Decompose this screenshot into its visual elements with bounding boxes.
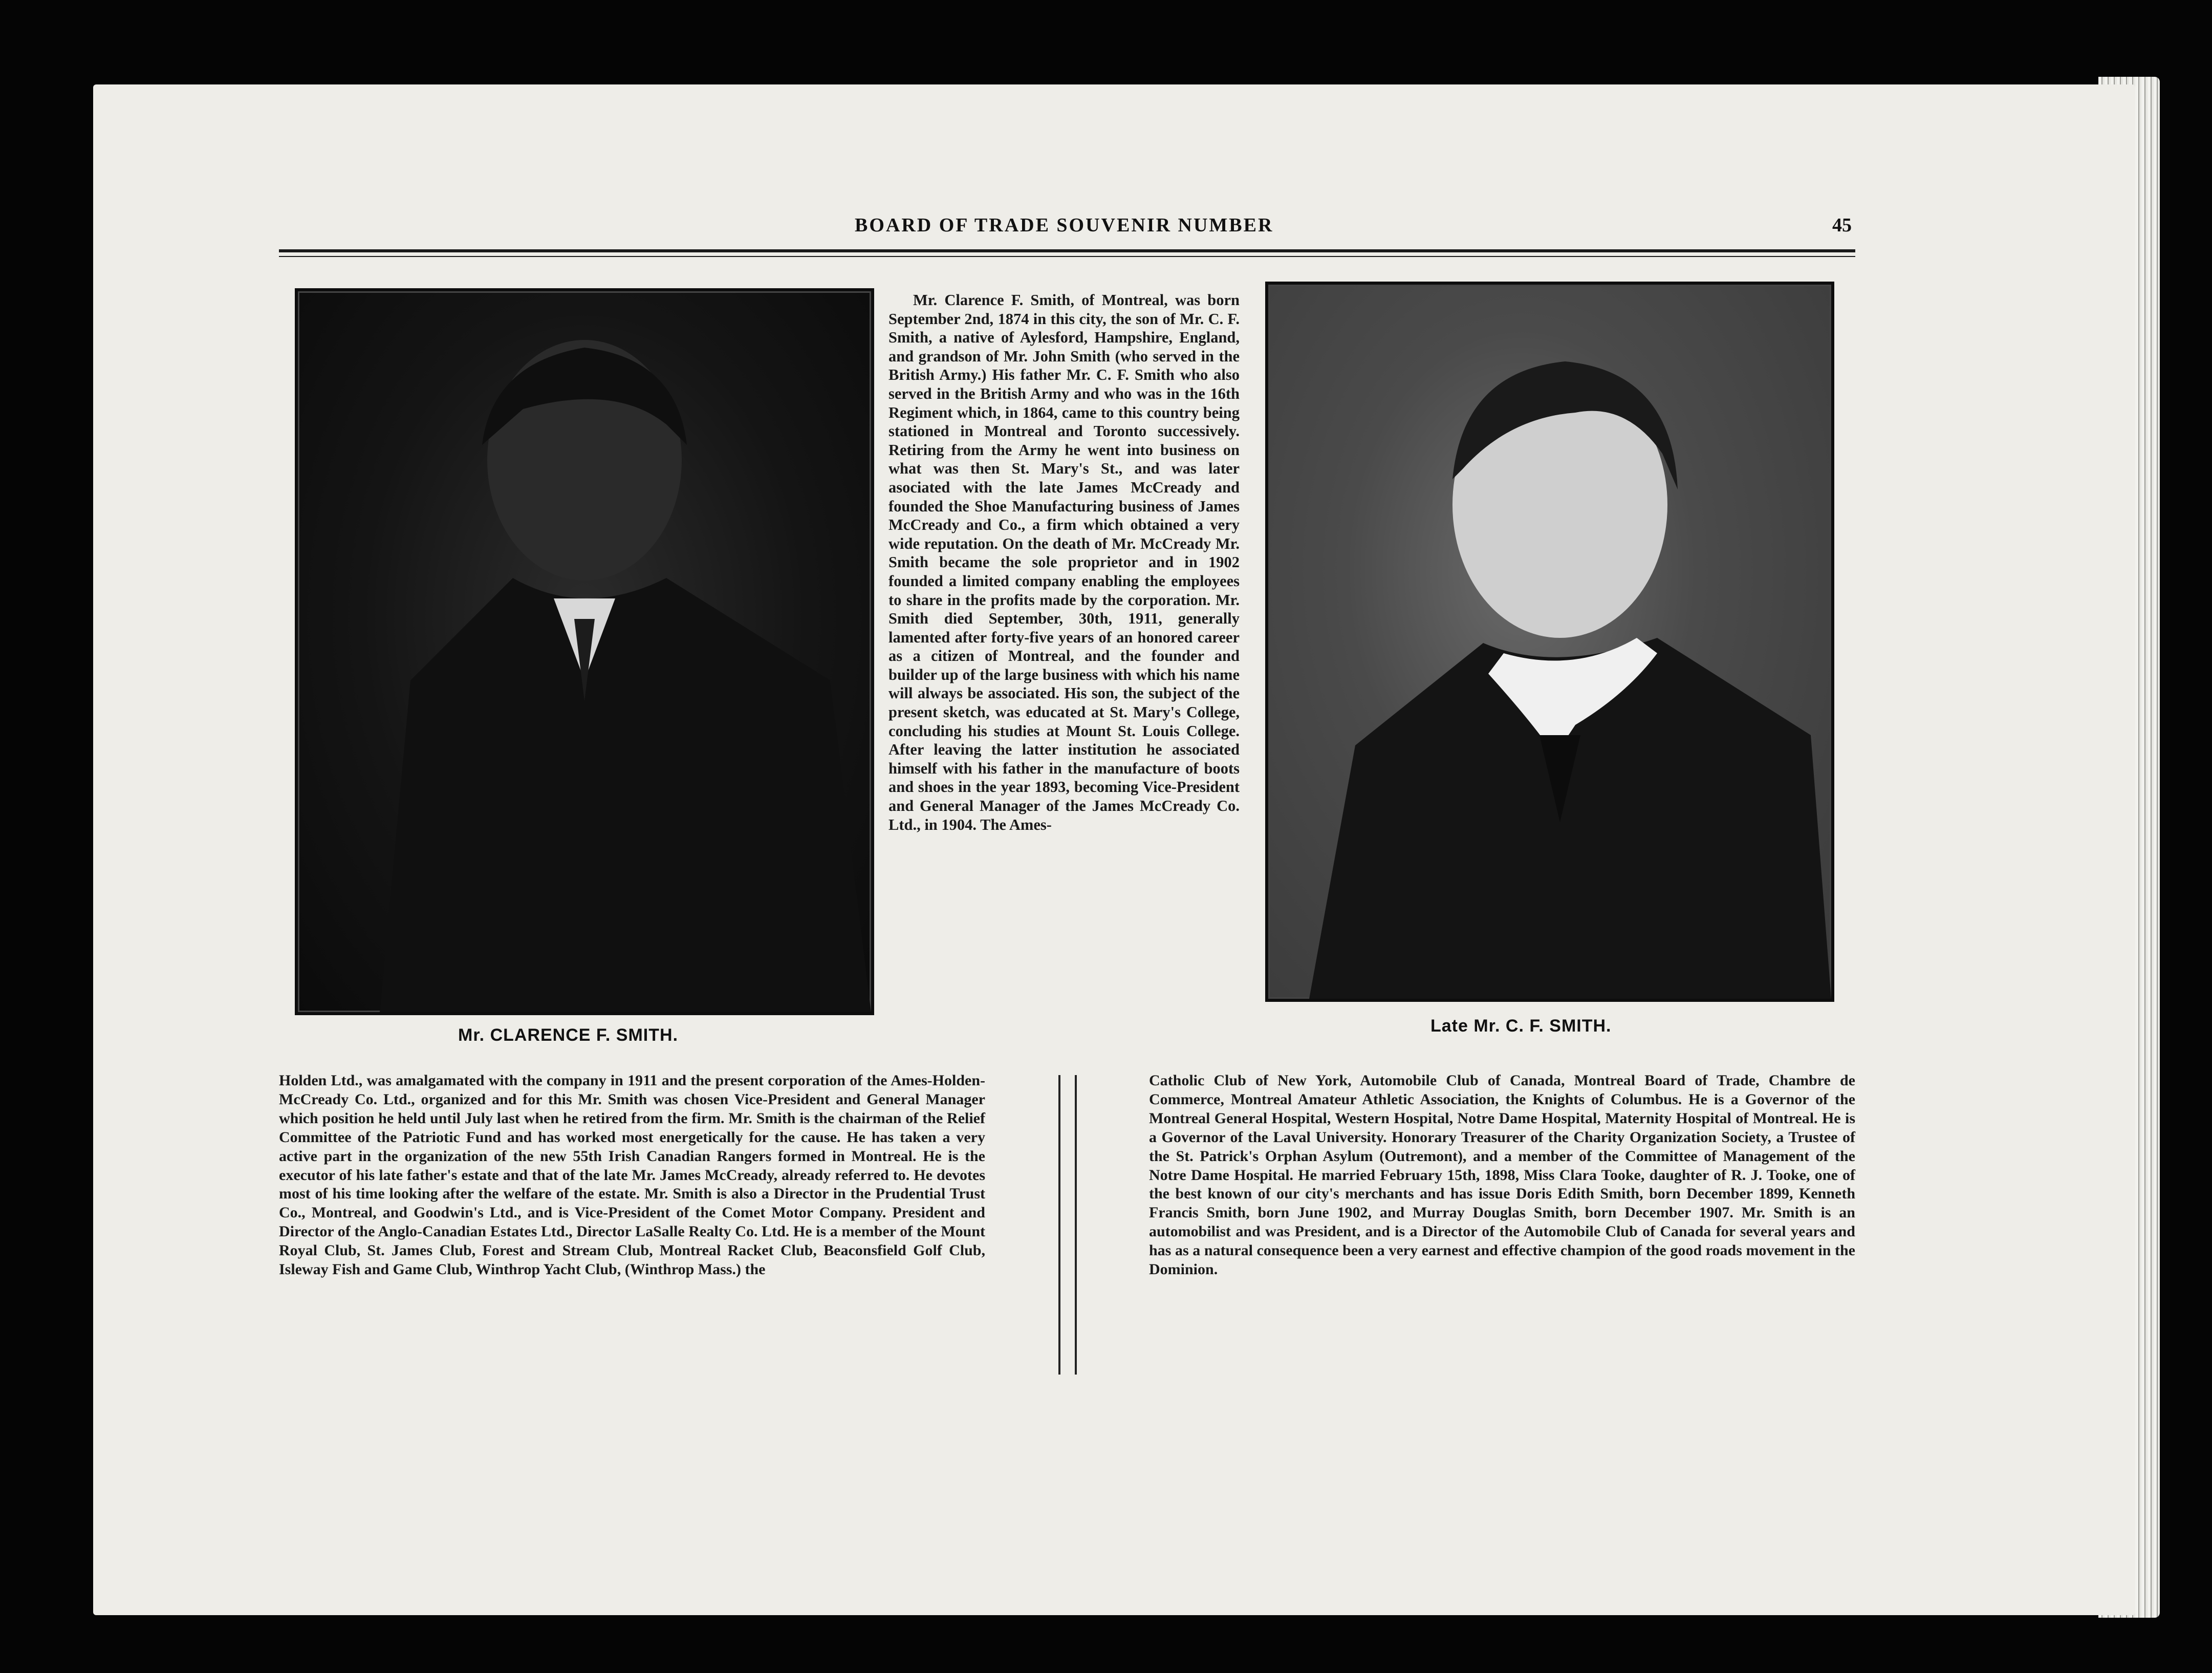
portrait-silhouette-left bbox=[298, 291, 871, 1012]
portrait-clarence-smith bbox=[295, 288, 874, 1015]
column-divider-left bbox=[1058, 1075, 1060, 1375]
header-rule-thick bbox=[279, 249, 1855, 252]
page-number: 45 bbox=[1832, 215, 1852, 236]
portrait-cf-smith bbox=[1265, 282, 1834, 1002]
portrait-silhouette-right bbox=[1268, 285, 1831, 999]
column-divider-right bbox=[1075, 1075, 1077, 1375]
article-right-column: Catholic Club of New York, Automobile Club of Canada, Montreal Board of Trade, Chambre de Commerce, Montreal Amateur Athletic Association, the Knights of Columbus. He is a Governor of the Montreal General Hospital, Western Hospital, Notre Dame Hospital, Maternity Hospital of Montreal. He is a Governor of the Laval University. Honorary Treasurer of the Charity Organization Society, a Trustee of the St. Patrick's Orphan Asylum (Outremont), and a member of the Committee of Management of the Notre Dame Hospital. He married February 15th, 1898, Miss Clara Tooke, daughter of R. J. Tooke, one of the best known of our city's merchants and has issue Doris Edith Smith, born December 1899, Kenneth Francis Smith, born June 1902, and Murray Douglas Smith, born December 1907. Mr. Smith is an automobilist and was President, and is a Director of the Automobile Club of Canada for several years and has as a natural consequence been a very earnest and effective champion of the good roads movement in the Dominion. bbox=[1149, 1072, 1855, 1278]
article-middle-column: Mr. Clarence F. Smith, of Montreal, was born September 2nd, 1874 in this city, the son of Mr. C. F. Smith, a native of Aylesford, Hampshire, England, and grandson of Mr. John Smith (who served in the British Army.) His father Mr. C. F. Smith who also served in the British Army and who was in the 16th Regiment which, in 1864, came to this country being stationed in Montreal and Toronto successively. Retiring from the Army he went into business on what was then St. Mary's St., and was later asociated with the late James McCready and founded the Shoe Manufacturing business of James McCready and Co., a firm which obtained a very wide reputation. On the death of Mr. McCready Mr. Smith became the sole proprietor and in 1902 founded a limited company enabling the employees to share in the profits made by the corporation. Mr. Smith died September, 30th, 1911, generally lamented after forty-five years of an honored career as a citizen of Montreal, and the founder and builder up of the large business with which his name will always be associated. His son, the subject of the present sketch, was educated at St. Mary's College, concluding his studies at Mount St. Louis College. After leaving the latter institution he associated himself with his father in the manufacture of boots and shoes in the year 1893, becoming Vice-President and General Manager of the James McCready Co. Ltd., in 1904. The Ames- bbox=[888, 291, 1240, 833]
caption-clarence-smith: Mr. CLARENCE F. SMITH. bbox=[458, 1025, 679, 1045]
header-rule-thin bbox=[279, 256, 1855, 257]
running-header: BOARD OF TRADE SOUVENIR NUMBER bbox=[855, 215, 1274, 236]
article-left-column: Holden Ltd., was amalgamated with the company in 1911 and the present corporation of the Ames-Holden-McCready Co. Ltd., organized and for this Mr. Smith was chosen Vice-President and General Manager which position he held until July last when he retired from the firm. Mr. Smith is the chairman of the Relief Committee of the Patriotic Fund and has worked most energetically for the cause. He has taken a very active part in the organization of the new 55th Irish Canadian Rangers formed in Montreal. He is the executor of his late father's estate and that of the late Mr. James McCready, already referred to. He devotes most of his time looking after the welfare of the estate. Mr. Smith is also a Director in the Prudential Trust Co., Montreal, and Goodwin's Ltd., and is Vice-President of the Comet Motor Company. President and Director of the Anglo-Canadian Estates Ltd., Director LaSalle Realty Co. Ltd. He is a member of the Mount Royal Club, St. James Club, Forest and Stream Club, Montreal Racket Club, Beaconsfield Golf Club, Isleway Fish and Game Club, Winthrop Yacht Club, (Winthrop Mass.) the bbox=[279, 1072, 985, 1278]
caption-cf-smith: Late Mr. C. F. SMITH. bbox=[1430, 1016, 1612, 1036]
